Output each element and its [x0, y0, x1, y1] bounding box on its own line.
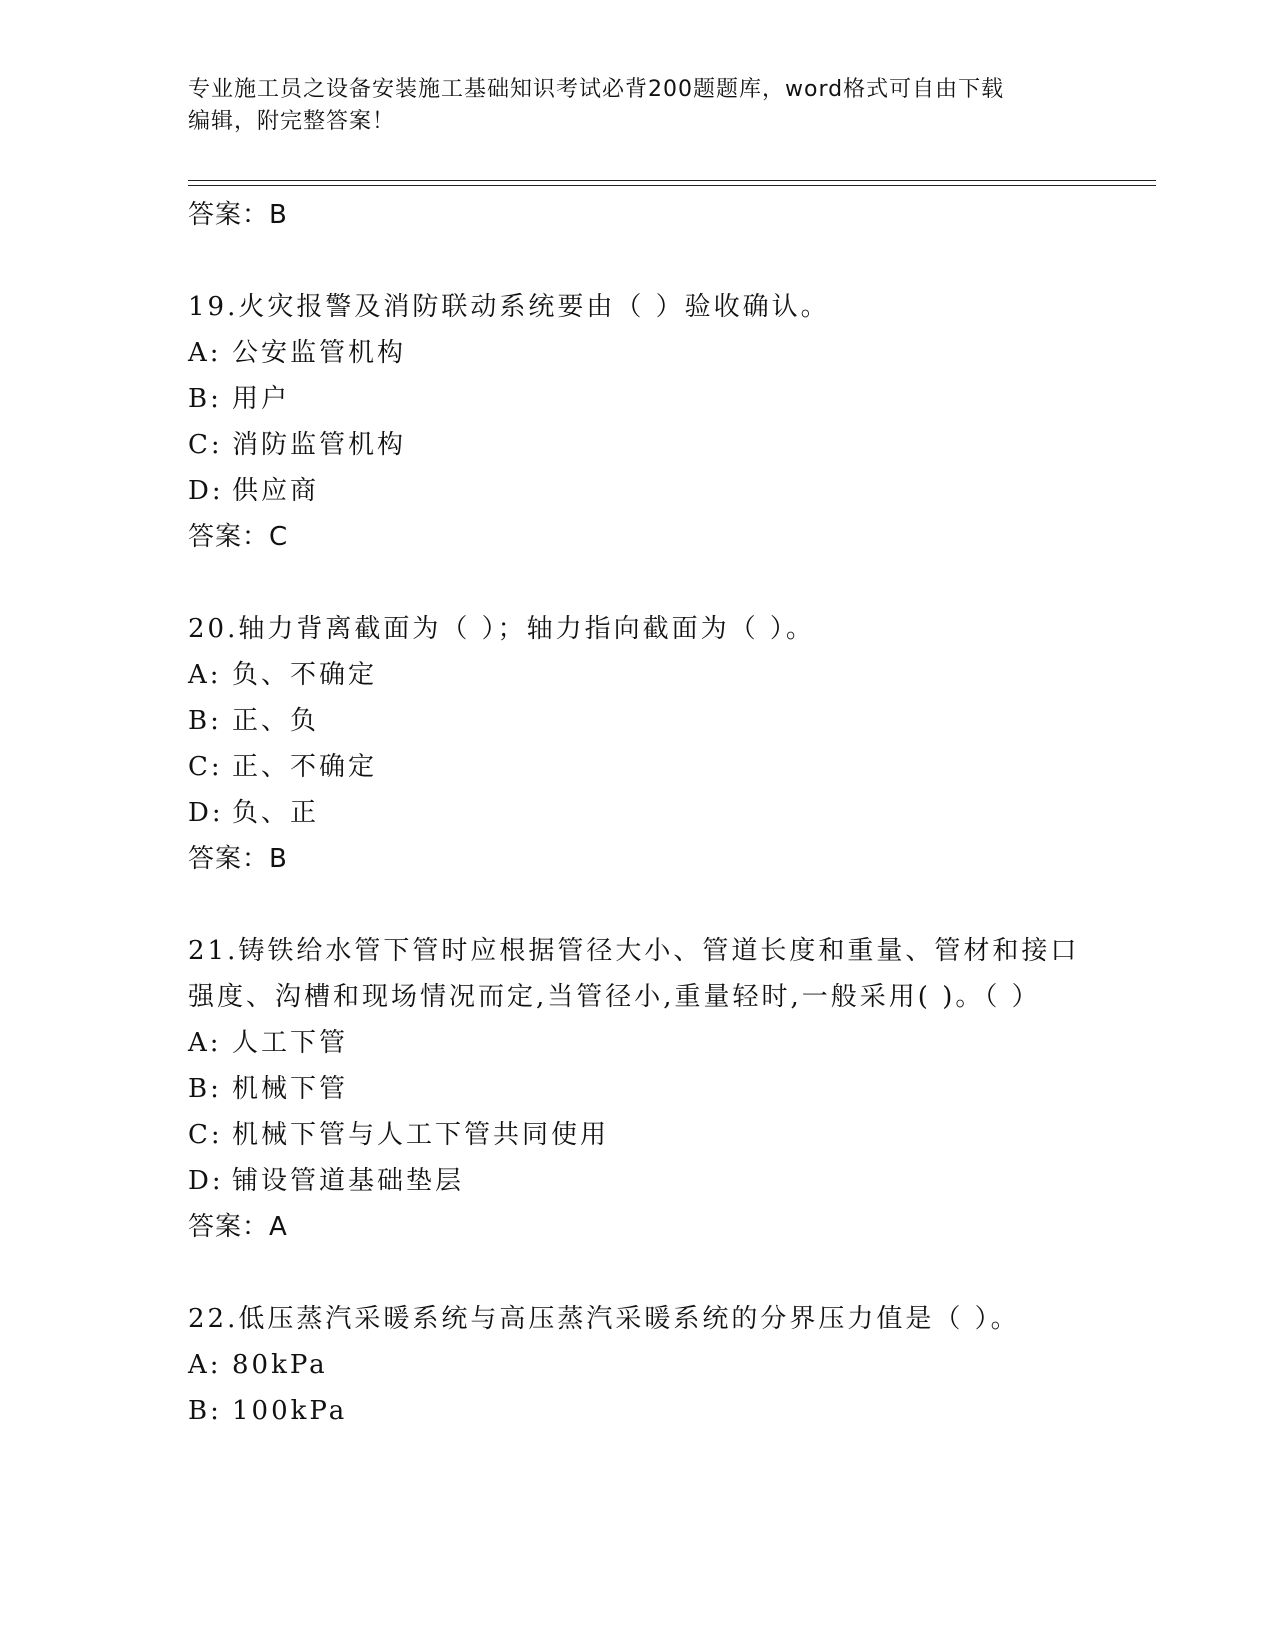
- option-text: 正、负: [232, 706, 320, 736]
- option-key: C:: [188, 752, 223, 782]
- question-stem: 19.火灾报警及消防联动系统要由（ ）验收确认。: [188, 292, 830, 322]
- option-text: 负、正: [232, 798, 320, 828]
- question-22: [188, 1296, 1148, 1434]
- question-stem: 20.轴力背离截面为（ ）；轴力指向截面为（ ）。: [188, 614, 815, 644]
- option-text: 供应商: [232, 476, 320, 506]
- option-key: D:: [188, 1166, 224, 1196]
- option-key: D:: [188, 476, 224, 506]
- question-stem: 22.低压蒸汽采暖系统与高压蒸汽采暖系统的分界压力值是（ ）。: [188, 1304, 1020, 1334]
- header-line-2: 编辑，附完整答案！: [188, 109, 396, 134]
- option-text: 100kPa: [232, 1396, 348, 1426]
- option-text: 负、不确定: [232, 660, 378, 690]
- header-divider-bottom: [188, 185, 1156, 186]
- option-key: B:: [188, 706, 222, 736]
- question-stem: 21.铸铁给水管下管时应根据管径大小、管道长度和重量、管材和接口强度、沟槽和现场情况而定,当管径小,重量轻时,一般采用( )。（ ）: [188, 936, 1080, 1012]
- question-19: [188, 284, 1148, 560]
- option-a: [188, 1342, 1148, 1388]
- answer: 答案：B: [188, 844, 288, 874]
- option-text: 正、不确定: [232, 752, 378, 782]
- option-text: 铺设管道基础垫层: [232, 1166, 465, 1196]
- document-header: [188, 74, 1068, 138]
- previous-answer: 答案：B: [188, 200, 288, 230]
- option-b: [188, 1388, 1148, 1434]
- answer: 答案：A: [188, 1212, 288, 1242]
- option-key: C:: [188, 430, 223, 460]
- option-c: [188, 1112, 1148, 1158]
- option-b: [188, 376, 1148, 422]
- option-a: [188, 330, 1148, 376]
- option-a: [188, 1020, 1148, 1066]
- question-21: [188, 928, 1148, 1250]
- answer: 答案：C: [188, 522, 289, 552]
- option-b: [188, 698, 1148, 744]
- option-key: A:: [188, 1028, 222, 1058]
- option-text: 80kPa: [232, 1350, 328, 1380]
- option-text: 机械下管: [232, 1074, 349, 1104]
- option-key: A:: [188, 660, 222, 690]
- option-text: 用户: [232, 384, 291, 414]
- header-divider-top: [188, 180, 1156, 181]
- option-text: 人工下管: [232, 1028, 349, 1058]
- option-a: [188, 652, 1148, 698]
- option-key: B:: [188, 1396, 222, 1426]
- option-d: [188, 1158, 1148, 1204]
- option-c: [188, 422, 1148, 468]
- option-key: A:: [188, 1350, 222, 1380]
- option-d: [188, 468, 1148, 514]
- option-key: A:: [188, 338, 222, 368]
- option-d: [188, 790, 1148, 836]
- option-c: [188, 744, 1148, 790]
- option-b: [188, 1066, 1148, 1112]
- option-key: B:: [188, 384, 222, 414]
- option-text: 机械下管与人工下管共同使用: [232, 1120, 610, 1150]
- option-key: D:: [188, 798, 224, 828]
- option-text: 公安监管机构: [232, 338, 407, 368]
- question-list: [188, 192, 1148, 1434]
- header-line-1: 专业施工员之设备安装施工基础知识考试必背200题题库，word格式可自由下载: [188, 77, 1005, 102]
- option-text: 消防监管机构: [232, 430, 407, 460]
- option-key: C:: [188, 1120, 223, 1150]
- option-key: B:: [188, 1074, 222, 1104]
- question-20: [188, 606, 1148, 882]
